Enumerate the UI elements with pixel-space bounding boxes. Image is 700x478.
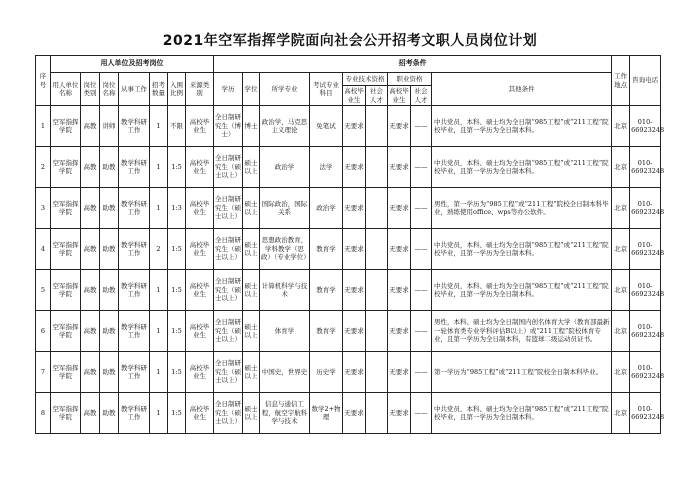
table-row [36,393,661,434]
voc-social-cell: —— [411,311,432,352]
header-post-type: 岗位类别 [81,73,100,106]
source-cell: 高校毕业生 [186,147,214,188]
work-place-cell: 北京 [612,311,630,352]
voc-social-cell: —— [411,393,432,434]
prof-social-cell [366,106,388,147]
header-major: 所学专业 [260,73,310,106]
post-name-cell: 助教 [100,352,119,393]
prof-grad-cell: 无要求 [343,352,366,393]
ratio-cell: 1:5 [168,229,186,270]
prof-social-cell [366,352,388,393]
other-conditions-cell: 中共党员，本科、硕士均为全日制“985工程”或“211工程”院校毕业，且第一学历为全日制本科。 [432,270,612,311]
phone-cell: 010-66923248 [630,147,661,188]
count-cell: 1 [150,188,168,229]
ratio-cell: 1:5 [168,352,186,393]
education-cell: 全日制研究生（硕士以上） [214,270,243,311]
header-prof-social: 社会人才 [366,86,388,106]
job-content-cell: 教学科研工作 [119,147,150,188]
work-place-cell: 北京 [612,352,630,393]
voc-grad-cell: 无要求 [388,147,411,188]
voc-grad-cell: 无要求 [388,188,411,229]
header-job-content: 从事工作 [119,73,150,106]
header-education: 学历 [214,73,243,106]
seq-cell: 7 [36,352,51,393]
other-conditions-cell: 中共党员，本科、硕士均为全日制“985工程”或“211工程”院校毕业，且第一学历为全日制本科。 [432,147,612,188]
major-cell: 国际政治，国际关系 [260,188,310,229]
prof-social-cell [366,229,388,270]
recruitment-table [35,55,665,434]
header-conditions-group: 招考条件 [214,56,612,73]
education-cell: 全日制研究生（博士） [214,106,243,147]
source-cell: 高校毕业生 [186,352,214,393]
count-cell: 1 [150,106,168,147]
prof-social-cell [366,311,388,352]
exam-subject-cell: 政治学 [310,188,343,229]
header-ratio: 入围比例 [168,73,186,106]
seq-cell: 6 [36,311,51,352]
voc-grad-cell: 无要求 [388,311,411,352]
voc-social-cell: —— [411,352,432,393]
prof-grad-cell: 无要求 [343,311,366,352]
major-cell: 中国史，世界史 [260,352,310,393]
header-voc-social: 社会人才 [411,86,432,106]
degree-cell: 硕士以上 [243,229,260,270]
post-type-cell: 高教 [81,352,100,393]
work-place-cell: 北京 [612,229,630,270]
phone-cell: 010-66923248 [630,270,661,311]
prof-grad-cell: 无要求 [343,147,366,188]
voc-social-cell: —— [411,188,432,229]
header-voc-grad: 高校毕业生 [389,87,409,104]
work-place-cell: 北京 [612,393,630,434]
post-type-cell: 高教 [81,393,100,434]
education-cell: 全日制研究生（硕士以上） [214,393,243,434]
phone-cell: 010-66923248 [630,188,661,229]
post-name-cell: 助教 [100,188,119,229]
job-content-cell: 教学科研工作 [119,270,150,311]
job-content-cell: 教学科研工作 [119,188,150,229]
unit-name-cell: 空军指挥学院 [51,188,81,229]
voc-grad-cell: 无要求 [388,106,411,147]
table-row [36,352,661,393]
post-name-cell: 助教 [100,311,119,352]
source-cell: 高校毕业生 [186,393,214,434]
degree-cell: 博士 [243,106,260,147]
phone-cell: 010-66923248 [630,229,661,270]
work-place-cell: 北京 [612,106,630,147]
phone-cell: 010-66923248 [630,393,661,434]
prof-grad-cell: 无要求 [343,270,366,311]
count-cell: 1 [150,352,168,393]
voc-social-cell: —— [411,147,432,188]
count-cell: 1 [150,393,168,434]
header-work-place: 工作地点 [612,56,630,106]
header-unit-name: 用人单位名称 [51,73,81,106]
education-cell: 全日制研究生（硕士以上） [214,229,243,270]
source-cell: 高校毕业生 [186,106,214,147]
table-row [36,147,661,188]
major-cell: 体育学 [260,311,310,352]
ratio-cell: 1:5 [168,270,186,311]
prof-grad-cell: 无要求 [343,229,366,270]
table-row [36,188,661,229]
ratio-cell: 1:3 [168,188,186,229]
exam-subject-cell: 教育学 [310,270,343,311]
major-cell: 思想政治教育，学科教学（思政）（专业学位） [260,229,310,270]
education-cell: 全日制研究生（硕士以上） [214,147,243,188]
work-place-cell: 北京 [612,147,630,188]
post-type-cell: 高教 [81,229,100,270]
post-type-cell: 高教 [81,147,100,188]
major-cell: 政治学，马克思主义理论 [260,106,310,147]
header-seq: 序号 [36,56,51,106]
page-title: 2021年空军指挥学院面向社会公开招考文职人员岗位计划 [162,33,538,49]
work-place-cell: 北京 [612,270,630,311]
post-type-cell: 高教 [81,270,100,311]
exam-subject-cell: 法学 [310,147,343,188]
header-exam-subject: 考试专业科目 [310,73,343,106]
voc-social-cell: —— [411,229,432,270]
header-source: 来源类别 [186,73,214,106]
voc-grad-cell: 无要求 [388,270,411,311]
prof-grad-cell: 无要求 [343,188,366,229]
exam-subject-cell: 免笔试 [310,106,343,147]
exam-subject-cell: 数学2+物理 [310,393,343,434]
header-phone: 咨询电话 [630,56,661,106]
header-employer-group: 用人单位及招考岗位 [51,56,214,73]
prof-social-cell [366,270,388,311]
voc-grad-cell: 无要求 [388,393,411,434]
degree-cell: 硕士以上 [243,188,260,229]
major-cell: 政治学 [260,147,310,188]
table-row [36,229,661,270]
header-count: 招考数量 [150,73,168,106]
seq-cell: 5 [36,270,51,311]
ratio-cell: 1:5 [168,393,186,434]
other-conditions-cell: 男性，第一学历为“985工程”或“211工程”院校全日制本科毕业，熟练使用office、wps等办公软件。 [432,188,612,229]
header-prof-grad: 高校毕业生 [344,87,364,104]
job-content-cell: 教学科研工作 [119,352,150,393]
degree-cell: 硕士以上 [243,352,260,393]
post-type-cell: 高教 [81,311,100,352]
count-cell: 1 [150,311,168,352]
prof-social-cell [366,147,388,188]
prof-grad-cell: 无要求 [343,393,366,434]
unit-name-cell: 空军指挥学院 [51,393,81,434]
header-prof-qual: 专业技术资格 [343,73,388,86]
phone-cell: 010-66923248 [630,106,661,147]
count-cell: 2 [150,229,168,270]
voc-social-cell: —— [411,270,432,311]
other-conditions-cell: 男性，本科、硕士均为全日制国内创名体育大学（教育部最新一轮体育类专业学科评估B以上）或“211工程”院校体育专业，且第一学历为全日制本科，有篮球二级运动员证书。 [432,311,612,352]
degree-cell: 硕士以上 [243,147,260,188]
post-name-cell: 助教 [100,229,119,270]
exam-subject-cell: 教育学 [310,311,343,352]
voc-grad-cell: 无要求 [388,352,411,393]
post-name-cell: 助教 [100,270,119,311]
table-row [36,270,661,311]
work-place-cell: 北京 [612,188,630,229]
post-name-cell: 助教 [100,147,119,188]
table-row [36,311,661,352]
prof-grad-cell: 无要求 [343,106,366,147]
phone-cell: 010-66923248 [630,352,661,393]
unit-name-cell: 空军指挥学院 [51,311,81,352]
unit-name-cell: 空军指挥学院 [51,229,81,270]
education-cell: 全日制研究生（硕士以上） [214,188,243,229]
unit-name-cell: 空军指挥学院 [51,352,81,393]
unit-name-cell: 空军指挥学院 [51,106,81,147]
degree-cell: 硕士以上 [243,311,260,352]
seq-cell: 8 [36,393,51,434]
prof-social-cell [366,188,388,229]
job-content-cell: 教学科研工作 [119,393,150,434]
unit-name-cell: 空军指挥学院 [51,147,81,188]
exam-subject-cell: 历史学 [310,352,343,393]
unit-name-cell: 空军指挥学院 [51,270,81,311]
degree-cell: 硕士以上 [243,393,260,434]
post-name-cell: 讲师 [100,106,119,147]
source-cell: 高校毕业生 [186,229,214,270]
ratio-cell: 1:5 [168,147,186,188]
header-other: 其他条件 [432,73,612,106]
phone-cell: 010-66923248 [630,311,661,352]
other-conditions-cell: 中共党员，本科、硕士均为全日制“985工程”或“211工程”院校毕业，且第一学历为全日制本科。 [432,229,612,270]
table-row [36,106,661,147]
seq-cell: 1 [36,106,51,147]
voc-social-cell: —— [411,106,432,147]
source-cell: 高校毕业生 [186,270,214,311]
major-cell: 计算机科学与技术 [260,270,310,311]
ratio-cell: 不限 [168,106,186,147]
major-cell: 信息与通信工程，航空宇航科学与技术 [260,393,310,434]
seq-cell: 2 [36,147,51,188]
seq-cell: 4 [36,229,51,270]
other-conditions-cell: 中共党员，本科、硕士均为全日制“985工程”或“211工程”院校毕业，且第一学历为全日制本科。 [432,393,612,434]
voc-grad-cell: 无要求 [388,229,411,270]
exam-subject-cell: 教育学 [310,229,343,270]
education-cell: 全日制研究生（硕士以上） [214,311,243,352]
post-type-cell: 高教 [81,188,100,229]
count-cell: 1 [150,270,168,311]
source-cell: 高校毕业生 [186,188,214,229]
post-name-cell: 助教 [100,393,119,434]
education-cell: 全日制研究生（硕士以上） [214,352,243,393]
seq-cell: 3 [36,188,51,229]
job-content-cell: 教学科研工作 [119,106,150,147]
source-cell: 高校毕业生 [186,311,214,352]
header-post-name: 岗位名称 [100,73,119,106]
ratio-cell: 1:5 [168,311,186,352]
post-type-cell: 高教 [81,106,100,147]
prof-social-cell [366,393,388,434]
count-cell: 1 [150,147,168,188]
degree-cell: 硕士以上 [243,270,260,311]
other-conditions-cell: 中共党员，本科、硕士均为全日制“985工程”或“211工程”院校毕业，且第一学历为全日制本科。 [432,106,612,147]
header-voc-qual: 职业资格 [388,73,432,86]
other-conditions-cell: 第一学历为“985工程”或“211工程”院校全日制本科毕业。 [432,352,612,393]
job-content-cell: 教学科研工作 [119,311,150,352]
job-content-cell: 教学科研工作 [119,229,150,270]
header-degree: 学位 [243,73,260,106]
